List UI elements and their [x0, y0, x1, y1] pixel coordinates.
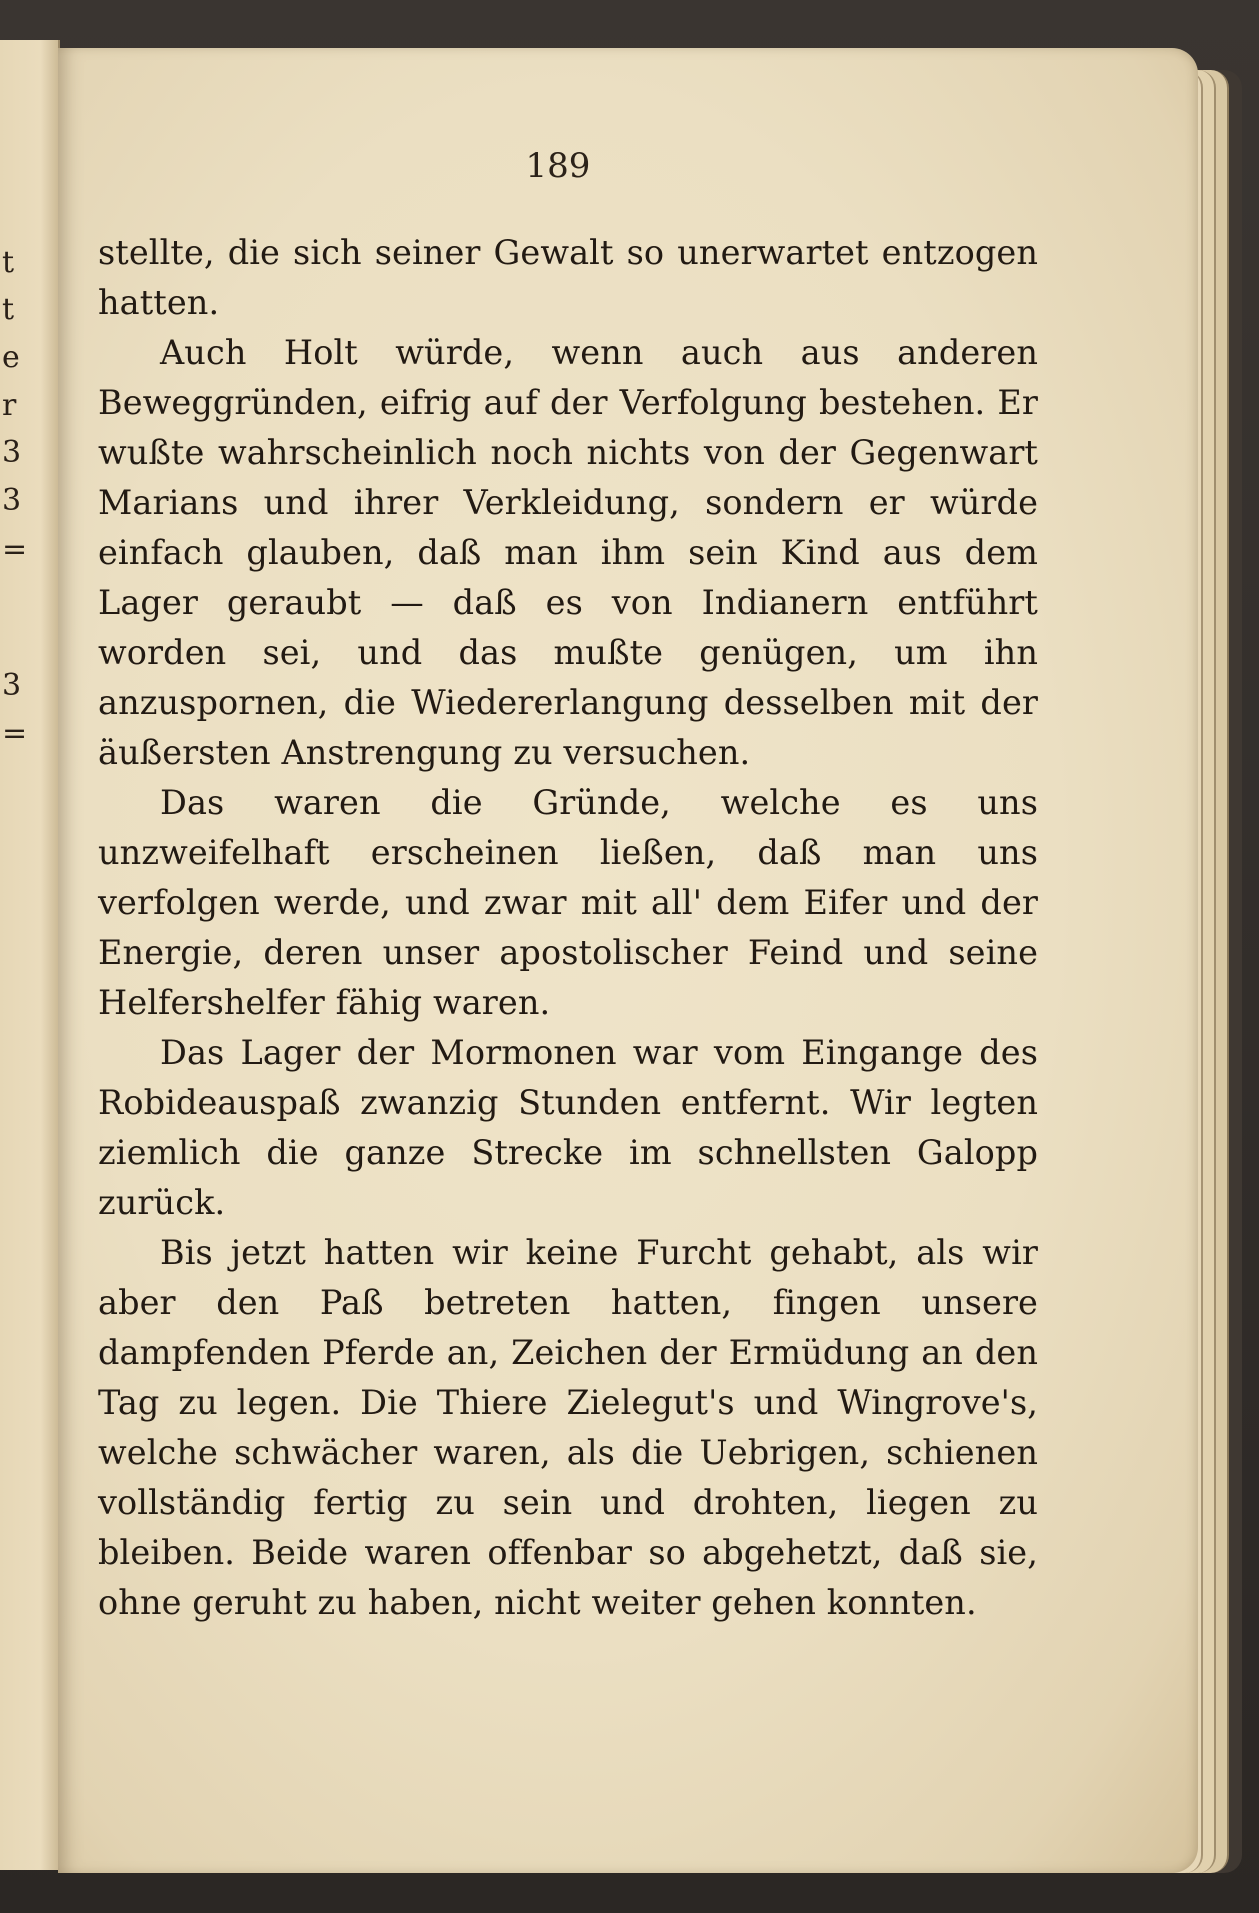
left-page-sliver [0, 40, 60, 1870]
left-margin-letter: 3 [2, 435, 22, 470]
left-margin-letter: t [2, 245, 15, 280]
paragraph: Das Lager der Mormonen war vom Eingange des Robideauspaß zwanzig Stunden entfernt. Wir legten ziemlich die ganze Strecke im schnellsten Galopp zurück. [98, 1033, 1038, 1222]
paragraph: stellte, die sich seiner Gewalt so unerwartet entzogen hatten. [98, 233, 1038, 322]
page-number: 189 [525, 146, 591, 186]
book-page [58, 48, 1198, 1873]
left-margin-letter: t [2, 292, 15, 327]
left-margin-letter: e [2, 340, 20, 375]
left-margin-letter: = [2, 716, 28, 751]
left-margin-letter: r [2, 388, 17, 423]
paragraph: Das waren die Gründe, welche es uns unzweifelhaft erscheinen ließen, daß man uns verfolgen werde, und zwar mit all' dem Eifer und der Energie, deren unser apostolischer Feind und seine Helfershelfer fähig waren. [98, 783, 1038, 1022]
page-text [98, 228, 1038, 1628]
left-margin-letter: = [2, 532, 28, 567]
left-margin-letter: 3 [2, 668, 22, 703]
paragraph: Auch Holt würde, wenn auch aus anderen Beweggründen, eifrig auf der Verfolgung bestehen. Er wußte wahrscheinlich noch nichts von der Gegenwart Marians und ihrer Verkleidung, sondern er würde einfach glauben, daß man ihm sein Kind aus dem Lager geraubt — daß es von Indianern entführt worden sei, und das mußte genügen, um ihn anzuspornen, die Wiedererlangung desselben mit der äußersten Anstrengung zu versuchen. [98, 333, 1038, 772]
paragraph: Bis jetzt hatten wir keine Furcht gehabt, als wir aber den Paß betreten hatten, fingen unsere dampfenden Pferde an, Zeichen der Ermüdung an den Tag zu legen. Die Thiere Zielegut's und Wingrove's, welche schwächer waren, als die Uebrigen, schienen vollständig fertig zu sein und drohten, liegen zu bleiben. Beide waren offenbar so abgehetzt, daß sie, ohne geruht zu haben, nicht weiter gehen konnten. [98, 1233, 1038, 1622]
left-margin-letter: 3 [2, 483, 22, 518]
